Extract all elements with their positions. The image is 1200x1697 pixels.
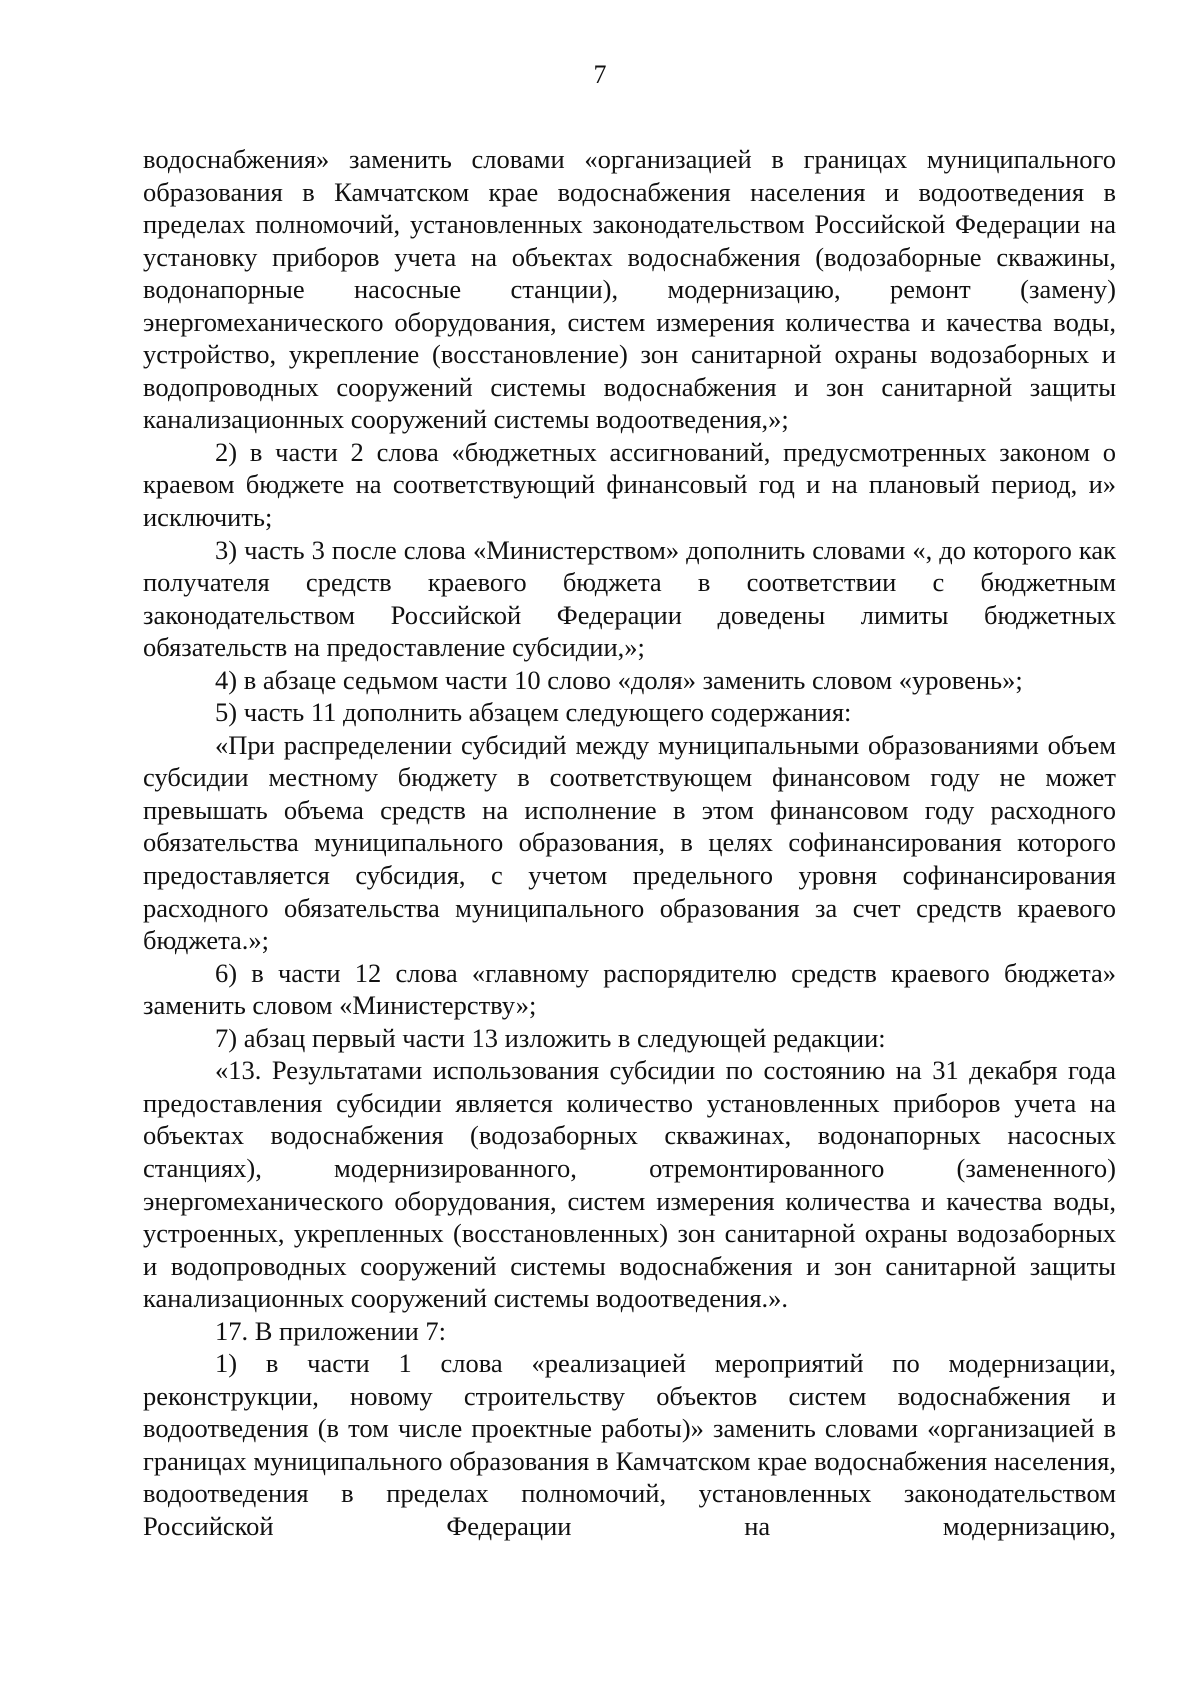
paragraph-appendix-7-item-1: 1) в части 1 слова «реализацией мероприятий по модернизации, реконструкции, новому строительству объектов систем водоснабжения и водоотведения (в том числе проектные работы)» заменить словами «организацией в границах муниципального образования в Камчатском крае водоснабжения населения, водоотведения в пределах полномочий, установленных законодательством Российской Федерации на модернизацию, bbox=[143, 1348, 1116, 1541]
paragraph-item-4: 4) в абзаце седьмом части 10 слово «доля» заменить словом «уровень»; bbox=[215, 664, 1023, 695]
paragraph-quoted-subsidy-distribution: «При распределении субсидий между муниципальными образованиями объем субсидии местному бюджету в соответствующем финансовом году не может превышать объема средств на исполнение в этом финансовом году расходного обязательства муниципального образования, в целях софинансирования которого предоставляется субсидия, с учетом предельного уровня софинансирования расходного обязательства муниципального образования за счет средств краевого бюджета.»; bbox=[143, 729, 1116, 956]
paragraph-item-2: 2) в части 2 слова «бюджетных ассигнований, предусмотренных законом о краевом бюджете на соответствующий финансовый год и на плановый период, и» исключить; bbox=[143, 436, 1116, 533]
paragraph-item-3: 3) часть 3 после слова «Министерством» дополнить словами «, до которого как получателя средств краевого бюджета в соответствии с бюджетным законодательством Российской Федерации доведены лимиты бюджетных обязательств на предоставление субсидии,»; bbox=[143, 534, 1116, 663]
paragraph-quoted-part-13: «13. Результатами использования субсидии по состоянию на 31 декабря года предоставления субсидии является количество установленных приборов учета на объектах водоснабжения (водозаборных скважинах, водонапорных насосных станциях), модернизированного, отремонтированного (замененного) энергомеханического оборудования, систем измерения количества и качества воды, устроенных, укрепленных (восстановленных) зон санитарной охраны водозаборных и водопроводных сооружений системы водоснабжения и зон санитарной защиты канализационных сооружений системы водоотведения.». bbox=[143, 1055, 1116, 1314]
paragraph-item-6: 6) в части 12 слова «главному распорядителю средств краевого бюджета» заменить словом «Министерству»; bbox=[143, 957, 1116, 1021]
paragraph-item-5: 5) часть 11 дополнить абзацем следующего содержания: bbox=[215, 697, 852, 728]
paragraph-continuation: водоснабжения» заменить словами «организацией в границах муниципального образования в Камчатском крае водоснабжения населения и водоотведения в пределах полномочий, установленных законодательством Российской Федерации на установку приборов учета на объектах водоснабжения (водозаборные скважины, водонапорные насосные станции), модернизацию, ремонт (замену) энергомеханического оборудования, систем измерения количества и качества воды, устройство, укрепление (восстановление) зон санитарной охраны водозаборных и водопроводных сооружений системы водоснабжения и зон санитарной защиты канализационных сооружений системы водоотведения,»; bbox=[143, 144, 1116, 435]
document-body bbox=[143, 143, 1116, 1543]
paragraph-item-7: 7) абзац первый части 13 изложить в следующей редакции: bbox=[215, 1022, 886, 1053]
paragraph-section-17: 17. В приложении 7: bbox=[215, 1315, 446, 1346]
page-number: 7 bbox=[593, 60, 607, 89]
